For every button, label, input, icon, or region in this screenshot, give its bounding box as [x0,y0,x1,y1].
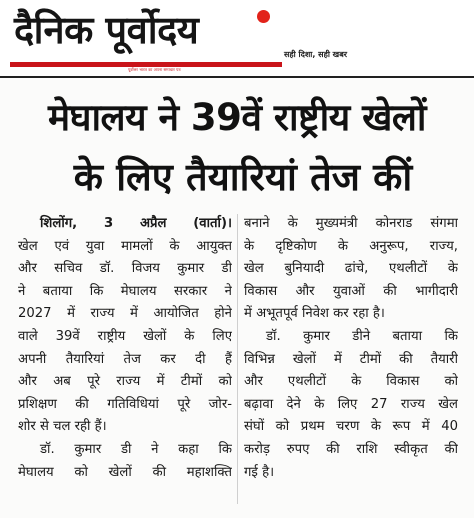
article-column-1 [18,213,232,484]
body-line: बनाने के मुख्यमंत्री कोनराड संगमा [244,216,458,231]
newspaper-logo: दैनिक पूर्वोदय [14,8,199,52]
article-column-2 [244,213,458,484]
body-line: और एथलीटों के विकास को [244,374,458,390]
body-line: अपनी तैयारियां तेज कर दी हैं [18,351,232,367]
body-line: विभिन्न खेलों में टीमों की तैयारी [244,351,458,367]
body-line: मेघालय को खेलों की महाशक्ति [18,464,232,480]
body-line: के दृष्टिकोण के अनुरूप, राज्य, [244,238,458,254]
body-line: खेल एवं युवा मामलों के आयुक्त [18,238,232,254]
body-line: विकास और युवाओं की भागीदारी [244,283,458,299]
headline-line-1: मेघालय ने 39वें राष्ट्रीय खेलों [47,96,427,139]
body-line: वाले 39वें राष्ट्रीय खेलों के लिए [18,328,232,344]
masthead-divider [0,76,474,78]
masthead-strip-text: पूर्वोत्तर भारत का अपना समाचार पत्र [128,67,181,72]
body-line: और सचिव डॉ. विजय कुमार डी [18,261,232,277]
column-divider [237,214,238,504]
body-line: और अब पूरे राज्य में टीमों को [18,374,232,390]
body-line: बढ़ावा देने के लिए 27 राज्य खेल [244,396,458,412]
body-line: संघों को प्रथम चरण के रूप में 40 [244,419,458,435]
body-line: में अभूतपूर्व निवेश कर रहा है। [244,306,385,322]
body-line: खेल बुनियादी ढांचे, एथलीटों के [244,261,458,277]
body-line: डॉ. कुमार डीने बताया कि [266,328,458,344]
body-line: ने बताया कि मेघालय सरकार ने [18,283,232,299]
logo-red-dot-icon [257,10,270,23]
body-line: गई है। [244,464,275,480]
masthead [0,0,474,78]
body-line: प्रशिक्षण की गतिविधियां पूरे जोर- [18,396,232,412]
body-line: डॉ. कुमार डी ने कहा कि [40,441,232,457]
body-line: शोर से चल रही हैं। [18,419,107,435]
body-line: करोड़ रुपए की राशि स्वीकृत की [244,441,458,457]
body-line: 2027 में राज्य में आयोजित होने [18,306,232,322]
headline-line-2: के लिए तैयारियां तेज कीं [73,155,413,199]
dateline: शिलोंग, 3 अप्रैल (वार्ता)। [40,216,232,231]
tagline: सही दिशा, सही खबर [284,50,348,59]
